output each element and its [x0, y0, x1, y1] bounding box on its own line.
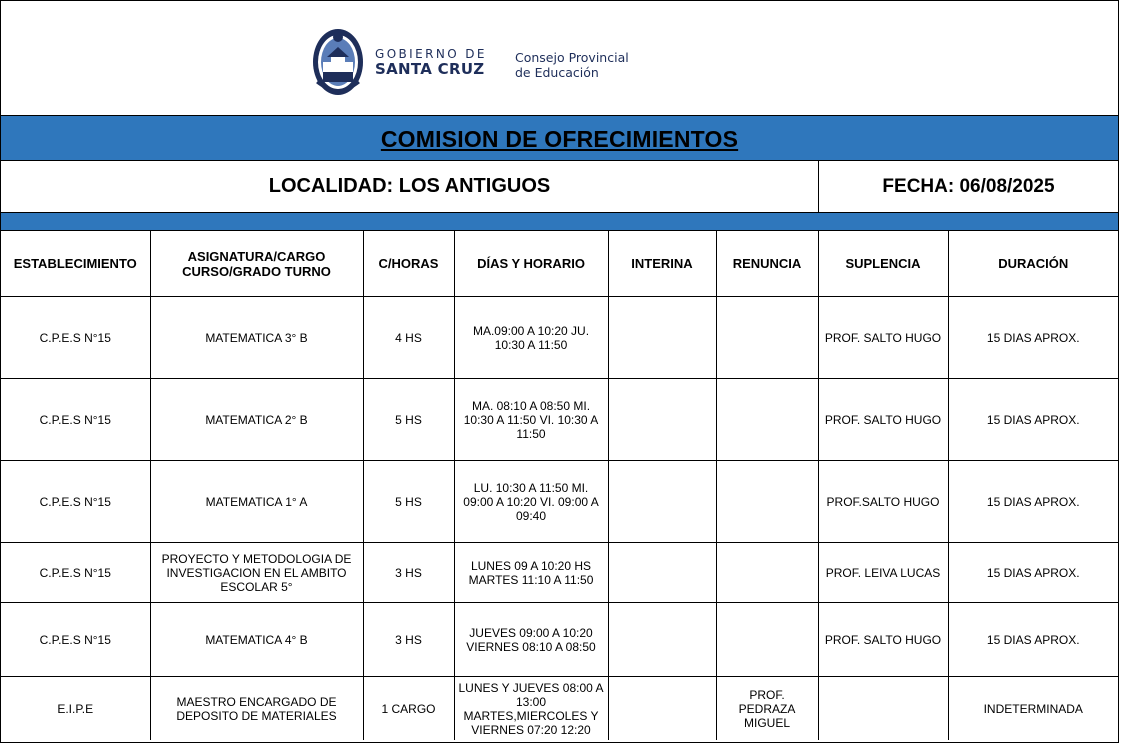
cell-suplencia: PROF.SALTO HUGO — [818, 461, 948, 543]
gov-line-2: SANTA CRUZ — [375, 60, 485, 78]
cell-renuncia — [716, 461, 818, 543]
date-label: FECHA: 06/08/2025 — [882, 176, 1055, 197]
government-wordmark — [375, 48, 487, 77]
cell-interina — [608, 297, 716, 379]
cell-suplencia: PROF. SALTO HUGO — [818, 603, 948, 677]
cell-duracion: 15 DIAS APROX. — [948, 461, 1118, 543]
table-row — [1, 297, 1118, 379]
cell-establecimiento: C.P.E.S N°15 — [1, 603, 150, 677]
cell-establecimiento: C.P.E.S N°15 — [1, 461, 150, 543]
cell-dias: LUNES 09 A 10:20 HS MARTES 11:10 A 11:50 — [454, 543, 608, 603]
col-header-asignatura-line2: CURSO/GRADO TURNO — [182, 263, 331, 279]
col-header-dias: DÍAS Y HORARIO — [454, 231, 608, 297]
cell-asignatura: MATEMATICA 2° B — [150, 379, 363, 461]
cell-establecimiento: E.I.P.E — [1, 677, 150, 741]
cell-interina — [608, 379, 716, 461]
cell-horas: 5 HS — [363, 461, 454, 543]
col-header-establecimiento: ESTABLECIMIENTO — [1, 231, 150, 297]
cell-asignatura: MATEMATICA 1° A — [150, 461, 363, 543]
cell-interina — [608, 603, 716, 677]
cell-interina — [608, 677, 716, 741]
cell-asignatura: MAESTRO ENCARGADO DE DEPOSITO DE MATERIALES — [150, 677, 363, 741]
cell-dias: LUNES Y JUEVES 08:00 A 13:00 MARTES,MIERCOLES Y VIERNES 07:20 12:20 — [454, 677, 608, 741]
council-line-1: Consejo Provincial — [515, 50, 629, 65]
locality-label: LOCALIDAD: LOS ANTIGUOS — [1, 161, 819, 212]
table-row — [1, 603, 1118, 677]
table-row — [1, 677, 1118, 741]
council-name — [515, 50, 629, 80]
provincial-seal-icon — [311, 27, 365, 97]
cell-horas: 3 HS — [363, 603, 454, 677]
separator-band — [1, 213, 1118, 231]
council-line-2: de Educación — [515, 65, 599, 80]
cell-horas: 1 CARGO — [363, 677, 454, 741]
col-header-asignatura-line1: ASIGNATURA/CARGO — [187, 248, 326, 264]
cell-dias: MA. 08:10 A 08:50 MI. 10:30 A 11:50 VI. 10:30 A 11:50 — [454, 379, 608, 461]
cell-renuncia — [716, 603, 818, 677]
offers-table — [1, 231, 1118, 740]
cell-dias: JUEVES 09:00 A 10:20 VIERNES 08:10 A 08:50 — [454, 603, 608, 677]
cell-asignatura: MATEMATICA 4° B — [150, 603, 363, 677]
cell-asignatura: MATEMATICA 3° B — [150, 297, 363, 379]
cell-asignatura: PROYECTO Y METODOLOGIA DE INVESTIGACION EN EL AMBITO ESCOLAR 5° — [150, 543, 363, 603]
cell-horas: 3 HS — [363, 543, 454, 603]
table-row — [1, 461, 1118, 543]
table-row — [1, 543, 1118, 603]
table-row — [1, 379, 1118, 461]
cell-establecimiento: C.P.E.S N°15 — [1, 297, 150, 379]
info-row — [1, 161, 1118, 213]
cell-suplencia: PROF. SALTO HUGO — [818, 297, 948, 379]
col-header-renuncia: RENUNCIA — [716, 231, 818, 297]
cell-renuncia — [716, 543, 818, 603]
cell-duracion: 15 DIAS APROX. — [948, 543, 1118, 603]
letterhead — [1, 1, 1118, 116]
cell-duracion: 15 DIAS APROX. — [948, 297, 1118, 379]
col-header-suplencia: SUPLENCIA — [818, 231, 948, 297]
cell-dias: MA.09:00 A 10:20 JU. 10:30 A 11:50 — [454, 297, 608, 379]
col-header-asignatura — [150, 231, 363, 297]
cell-interina — [608, 543, 716, 603]
cell-interina — [608, 461, 716, 543]
table-header-row — [1, 231, 1118, 297]
cell-suplencia: PROF. LEIVA LUCAS — [818, 543, 948, 603]
cell-renuncia — [716, 297, 818, 379]
cell-dias: LU. 10:30 A 11:50 MI. 09:00 A 10:20 VI. 09:00 A 09:40 — [454, 461, 608, 543]
cell-duracion: 15 DIAS APROX. — [948, 603, 1118, 677]
cell-renuncia — [716, 379, 818, 461]
title-band — [1, 116, 1118, 161]
document-title: COMISION DE OFRECIMIENTOS — [380, 126, 739, 152]
cell-suplencia — [818, 677, 948, 741]
col-header-horas: C/HORAS — [363, 231, 454, 297]
gov-line-1: GOBIERNO DE — [375, 47, 487, 61]
cell-renuncia: PROF. PEDRAZA MIGUEL — [716, 677, 818, 741]
cell-establecimiento: C.P.E.S N°15 — [1, 379, 150, 461]
cell-duracion: INDETERMINADA — [948, 677, 1118, 741]
col-header-interina: INTERINA — [608, 231, 716, 297]
cell-horas: 5 HS — [363, 379, 454, 461]
cell-horas: 4 HS — [363, 297, 454, 379]
cell-establecimiento: C.P.E.S N°15 — [1, 543, 150, 603]
cell-suplencia: PROF. SALTO HUGO — [818, 379, 948, 461]
cell-duracion: 15 DIAS APROX. — [948, 379, 1118, 461]
col-header-duracion: DURACIÓN — [948, 231, 1118, 297]
